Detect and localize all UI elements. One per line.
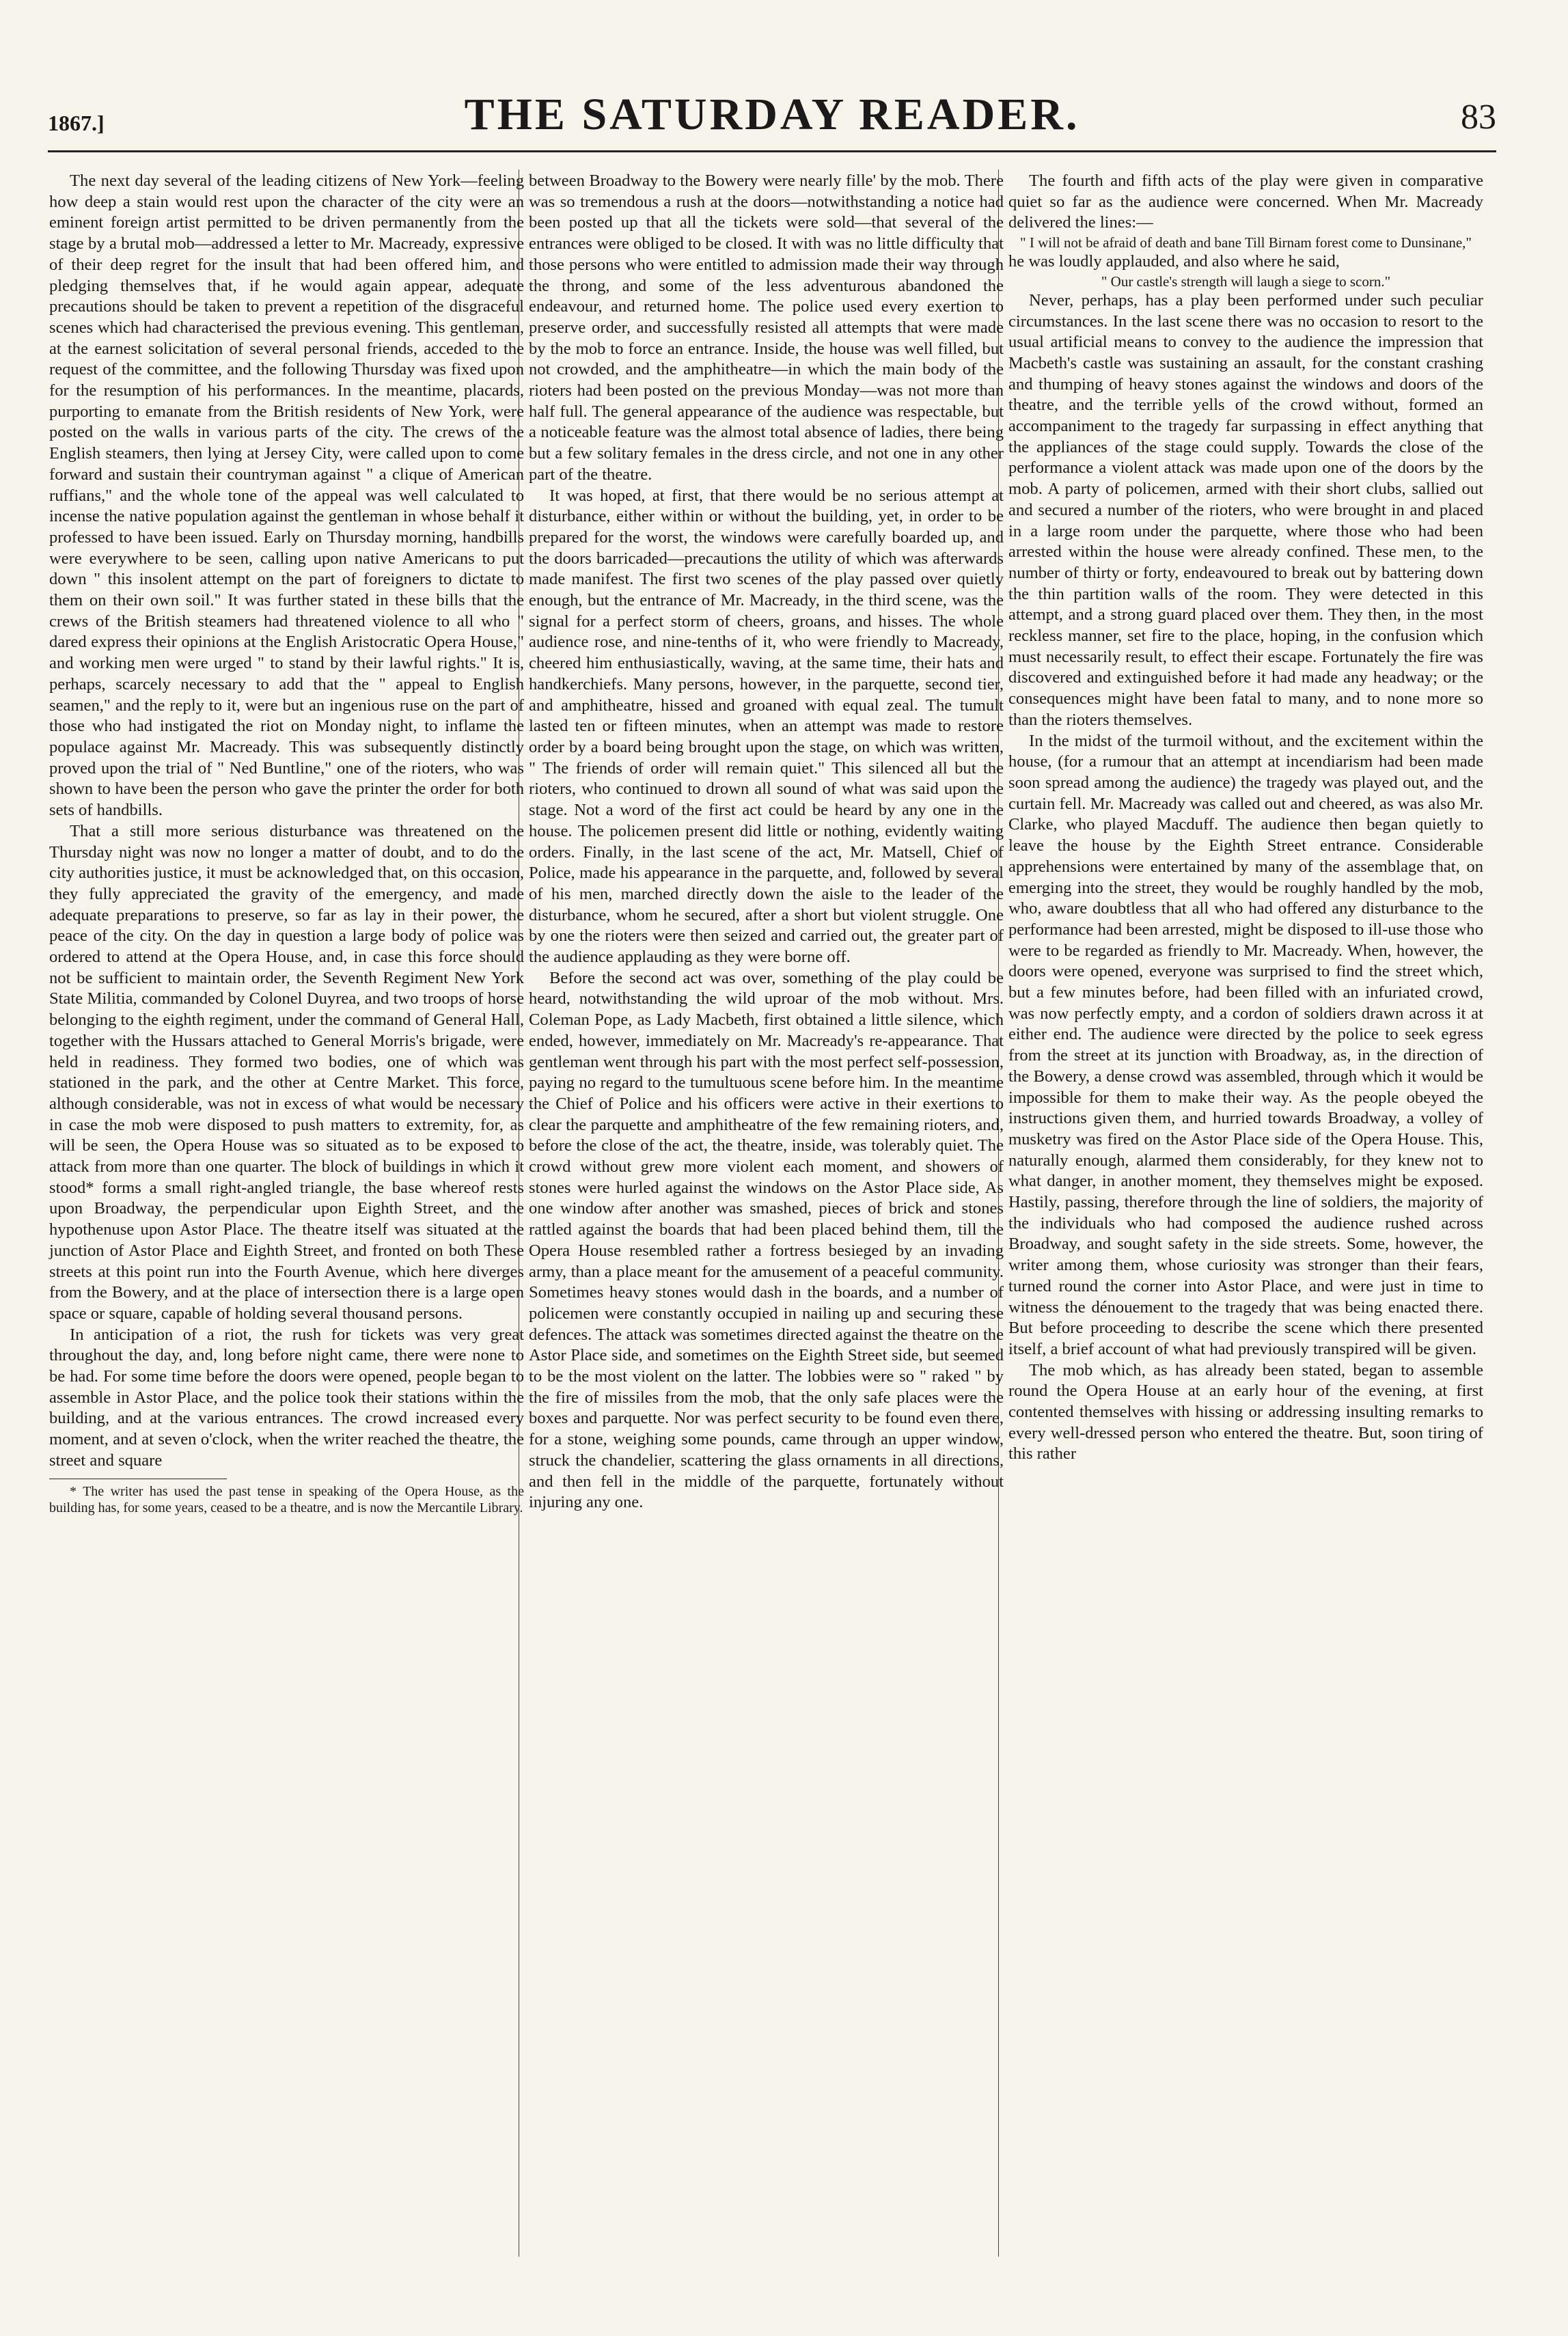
year-label: 1867.] [48, 111, 105, 135]
article-paragraph: The fourth and fifth acts of the play were given in comparative quiet so far as the audience were concerned. When Mr. Macready delivered the lines:— [1008, 171, 1483, 232]
header-rule [48, 150, 1496, 152]
column-1 [49, 171, 524, 1516]
article-paragraph: The mob which, as has already been stated, began to assemble round the Opera House at an early hour of the evening, at first contented themselves with hissing or addressing insulting remarks to every well-dressed person who entered the theatre. But, soon tiring of this rather [1008, 1360, 1483, 1464]
article-paragraph: Never, perhaps, has a play been performed under such peculiar circumstances. In the last scene there was no occasion to resort to the usual artificial means to convey to the audience the impression that Macbeth's castle was sustaining an assault, for the constant crashing and thumping of heavy stones against the windows and doors of the theatre, and the terrible yells of the crowd without, formed an accompaniment to the tragedy far surpassing in effect anything that the appliances of the stage could supply. Towards the close of the performance a violent attack was made upon one of the doors by the mob. A party of policemen, armed with their short clubs, sallied out and secured a number of the rioters, who were brought in and placed in a large room under the parquette, where those who had been arrested within the house were already confined. These men, to the number of thirty or forty, endeavoured to break out by battering down the thin partition walls of the room. They were detected in this attempt, and a strong guard placed over them. They then, in the most reckless manner, set fire to the place, hoping, in the confusion which must necessarily result, to effect their escape. Fortunately the fire was discovered and extinguished before it had made any headway; or the consequences might have been fatal to many, and to none more so than the rioters themselves. [1008, 290, 1483, 729]
article-paragraph: Before the second act was over, something of the play could be heard, notwithstanding the wild uproar of the mob without. Mrs. Coleman Pope, as Lady Macbeth, first obtained a little silence, which ended, however, immediately on Mr. Macready's re-appearance. That gentleman went through his part with the most perfect self-possession, paying no regard to the tumultuous scene before him. In the meantime the Chief of Police and his officers were active in their exertions to clear the parquette and amphitheatre of the few remaining rioters, and, before the close of the act, the theatre, inside, was tolerably quiet. The crowd without grew more violent each moment, and showers of stones were hurled against the windows on the Astor Place side, As one window after another was smashed, pieces of brick and stones rattled against the boards that had been placed behind them, till the Opera House resembled rather a fortress besieged by an invading army, than a place meant for the amusement of a peaceful community. Sometimes heavy stones would dash in the boards, and a number of policemen were constantly occupied in nailing up and securing these defences. The attack was sometimes directed against the theatre on the Astor Place side, and sometimes on the Eighth Street side, but seemed to be the most violent on the latter. The lobbies were so " raked " by the fire of missiles from the mob, that the only safe places were the boxes and parquette. Nor was perfect security to be found even there, for a stone, weighing some pounds, came through an upper window, struck the chandelier, scattering the glass ornaments in all directions, and then fell in the middle of the parquette, fortunately without injuring any one. [529, 968, 1004, 1512]
verse-quote: " I will not be afraid of death and bane Till Birnam forest come to Dunsinane," [1020, 234, 1472, 251]
verse-quote: " Our castle's strength will laugh a siege to scorn." [1101, 273, 1391, 290]
article-paragraph: That a still more serious disturbance was threatened on the Thursday night was now no longer a matter of doubt, and to do the city authorities justice, it must be acknowledged that, on this occasion, they fully appreciated the gravity of the emergency, and made adequate preparations to preserve, so far as lay in their power, the peace of the city. On the day in question a large body of police was ordered to attend at the Opera House, and, in case this force should not be sufficient to maintain order, the Seventh Regiment New York State Militia, commanded by Colonel Duyrea, and two troops of horse belonging to the eighth regiment, under the command of General Hall, together with the Hussars attached to General Morris's brigade, were held in readiness. They formed two bodies, one of which was stationed in the park, and the other at Centre Market. This force, although considerable, was not in excess of what would be necessary in case the mob were disposed to push matters to extremity, for, as will be seen, the Opera House was so situated as to be exposed to attack from more than one quarter. The block of buildings in which it stood* forms a small right-angled triangle, the base whereof rests upon Broadway, the perpendicular upon Eighth Street, and the hypothenuse upon Astor Place. The theatre itself was situated at the junction of Astor Place and Eighth Street, and fronted on both These streets at this point run into the Fourth Avenue, which here diverges from the Bowery, and at the place of intersection there is a large open space or square, capable of holding several thousand persons. [49, 821, 524, 1323]
page-header [48, 89, 1496, 154]
column-2 [529, 171, 1004, 1513]
article-text: he was loudly applauded, and also where he said, [1008, 252, 1340, 271]
column-3 [1008, 171, 1483, 1465]
page-number: 83 [1461, 98, 1496, 137]
masthead-title: THE SATURDAY READER. [464, 90, 1080, 139]
article-paragraph: It was hoped, at first, that there would be no serious attempt at disturbance, either within or without the building, yet, in order to be prepared for the worst, the windows were carefully boarded up, and the doors barricaded—precautions the utility of which was afterwards made manifest. The first two scenes of the play passed over quietly enough, but the entrance of Mr. Macready, in the third scene, was the signal for a perfect storm of cheers, groans, and hisses. The whole audience rose, and nine-tenths of it, who were friendly to Macready, cheered him enthusiastically, waving, at the same time, their hats and handkerchiefs. Many persons, however, in the parquette, second tier, and amphitheatre, hissed and groaned with equal zeal. The tumult lasted ten or fifteen minutes, when an attempt was made to restore order by a board being brought upon the stage, on which was written, " The friends of order will remain quiet." This silenced all but the rioters, who continued to drown all sound of what was said upon the stage. Not a word of the first act could be heard by any one in the house. The policemen present did little or nothing, evidently waiting orders. Finally, in the last scene of the act, Mr. Matsell, Chief of Police, made his appearance in the parquette, and, followed by several of his men, marched directly down the aisle to the leader of the disturbance, whom he secured, after a short but violent struggle. One by one the rioters were then seized and carried out, the greater part of the audience applauding as they were borne off. [529, 486, 1004, 967]
article-paragraph: In anticipation of a riot, the rush for tickets was very great throughout the day, and, long before night came, there were none to be had. For some time before the doors were opened, people began to assemble in Astor Place, and the police took their stations within the building, and at the various entrances. The crowd increased every moment, and at seven o'clock, when the writer reached the theatre, the street and square [49, 1325, 524, 1470]
article-paragraph: The next day several of the leading citizens of New York—feeling how deep a stain would rest upon the character of the city were an eminent foreign artist permitted to be driven permanently from the stage by a brutal mob—addressed a letter to Mr. Macready, expressive of their deep regret for the insult that had been offered him, and pledging themselves that, if he would again appear, adequate precautions should be taken to prevent a repetition of the disgraceful scenes which had characterised the previous evening. This gentleman, at the earnest solicitation of several personal friends, acceded to the request of the committee, and the following Thursday was fixed upon for the resumption of his performances. In the meantime, placards, purporting to emanate from the British residents of New York, were posted on the walls in various parts of the city. The crews of the English steamers, then lying at Jersey City, were called upon to come forward and sustain their countryman against " a clique of American ruffians," and the whole tone of the appeal was well calculated to incense the native population against the gentleman in whose behalf it professed to have been issued. Early on Thursday morning, handbills were everywhere to be seen, calling upon native Americans to put down " this insolent attempt on the part of foreigners to dictate to them on their own soil." It was further stated in these bills that the crews of the British steamers had threatened violence to all who " dared express their opinions at the English Aristocratic Opera House," and working men were urged " to stand by their lawful rights." It is, perhaps, scarcely necessary to add that the " appeal to English seamen," and the reply to it, were but an ingenious ruse on the part of those who had instigated the riot on Monday night, to inflame the populace against Mr. Macready. This was subsequently distinctly proved upon the trial of " Ned Buntline," one of the rioters, who was shown to have been the person who gave the printer the order for both sets of handbills. [49, 171, 524, 820]
article-paragraph: between Broadway to the Bowery were nearly fille' by the mob. There was so tremendous a rush at the doors—notwithstanding a notice had been posted up that all the tickets were sold—that several of the entrances were obliged to be closed. It with was no little difficulty that those persons who were entitled to admission made their way through the throng, and some of the less adventurous abandoned the endeavour, and returned home. The police used every exertion to preserve order, and successfully resisted all attempts that were made by the mob to force an entrance. Inside, the house was well filled, but not crowded, and the amphitheatre—in which the main body of the rioters had been posted on the previous Monday—was not more than half full. The general appearance of the audience was respectable, but a noticeable feature was the almost total absence of ladies, there being but a few solitary females in the dress circle, and not one in any other part of the theatre. [529, 171, 1004, 484]
footnote: * The writer has used the past tense in speaking of the Opera House, as the building has, for some years, ceased to be a theatre, and is now the Mercantile Library. [49, 1483, 524, 1515]
article-paragraph: In the midst of the turmoil without, and the excitement within the house, (for a rumour that an attempt at incendiarism had been made soon spread among the audience) the tragedy was played out, and the curtain fell. Mr. Macready was called out and cheered, as was also Mr. Clarke, who played Macduff. The audience then began quietly to leave the house by the Eighth Street entrance. Considerable apprehensions were entertained by many of the assemblage that, on emerging into the street, they would be roughly handled by the mob, who, aware doubtless that all who had offered any disturbance to the performance had been arrested, might be disposed to ill-use those who were to be regarded as friendly to Mr. Macready. When, however, the doors were opened, everyone was surprised to find the street which, but a few minutes before, had been filled with an infuriated crowd, was now perfectly empty, and a cordon of soldiers drawn across it at either end. The audience were directed by the police to seek egress from the street at its junction with Broadway, as, in the direction of the Bowery, a dense crowd was assembled, through which it would be impossible for them to make their way. As the people obeyed the instructions given them, and hurried towards Broadway, a volley of musketry was fired on the Astor Place side of the Opera House. This, naturally enough, alarmed them considerably, for they knew not to what danger, in another moment, they themselves might be exposed. Hastily, passing, therefore through the line of soldiers, the majority of the individuals who had composed the audience rushed across Broadway, and sought safety in the side streets. Some, however, the writer among them, whose curiosity was stronger than their fears, turned round the corner into Astor Place, and were just in time to witness the dénouement to the tragedy that was being enacted there. But before proceeding to describe the scene which there presented itself, a brief account of what had previously transpired will be given. [1008, 731, 1483, 1358]
